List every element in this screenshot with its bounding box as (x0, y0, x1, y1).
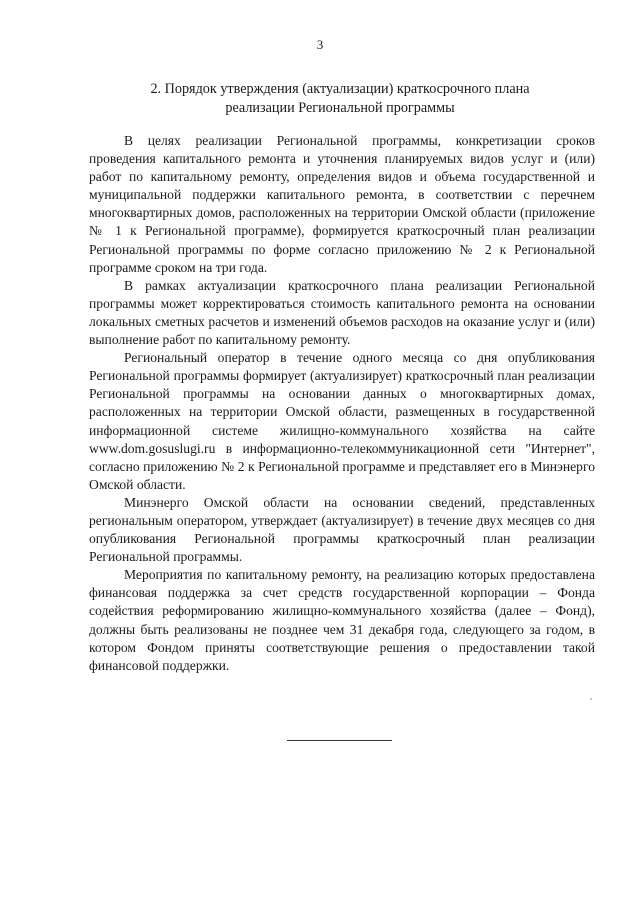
end-of-document-line (287, 740, 392, 741)
paragraph-ministry-approval: Минэнерго Омской области на основании сведений, представленных региональным оператором, утверждает (актуализирует) в течение двух месяцев со дня опубликования Региональной программы краткосрочный план реализации Региональной программы. (89, 494, 595, 565)
section-heading (100, 80, 580, 117)
paragraph-fund-supported-measures: Мероприятия по капитальному ремонту, на реализацию которых предоставлена финансовая поддержка за счет средств государственной корпорации – Фонда содействия реформированию жилищно-коммунального хозяйства (далее – Фонд), должны быть реализованы не позднее чем 31 декабря года, следующего за годом, в котором Фондом приняты соответствующие решения о предоставлении такой финансовой поддержки. (89, 567, 595, 673)
page-number: 3 (316, 37, 324, 52)
paragraph-short-term-plan-purpose: В целях реализации Региональной программы, конкретизации сроков проведения капитального ремонта и уточнения планируемых видов услуг и (или) работ по капитальному ремонту, определения видов и объема государственной и муниципальной поддержки капитального ремонта, в соответствии с перечнем многоквартирных домов, расположенных на территории Омской области (приложение № 1 к Региональной программе), формируется краткосрочный план реализации Региональной программы по форме согласно приложению № 2 к Региональной программе сроком на три года. (89, 133, 595, 275)
section-heading-line-1: 2. Порядок утверждения (актуализации) краткосрочного плана (150, 81, 530, 97)
paragraph-regional-operator-duties: Региональный оператор в течение одного месяца со дня опубликования Региональной программы формирует (актуализирует) краткосрочный план реализации Региональной программы на основании данных о многоквартирных домах, расположенных на территории Омской области, размещенных в государственной информационной системе жилищно-коммунального хозяйства на сайте www.dom.gosuslugi.ru в информационно-телекоммуникационной сети "Интернет", согласно приложению № 2 к Региональной программе и представляет его в Минэнерго Омской области. (89, 350, 595, 492)
paragraph-cost-adjustment: В рамках актуализации краткосрочного плана реализации Региональной программы может корректироваться стоимость капитального ремонта на основании локальных сметных расчетов и изменений объемов расходов на оказание услуг и (или) выполнение работ по капитальному ремонту. (89, 277, 595, 348)
section-body (89, 132, 595, 675)
scan-speck (590, 698, 592, 700)
section-heading-line-2: реализации Региональной программы (225, 99, 455, 116)
